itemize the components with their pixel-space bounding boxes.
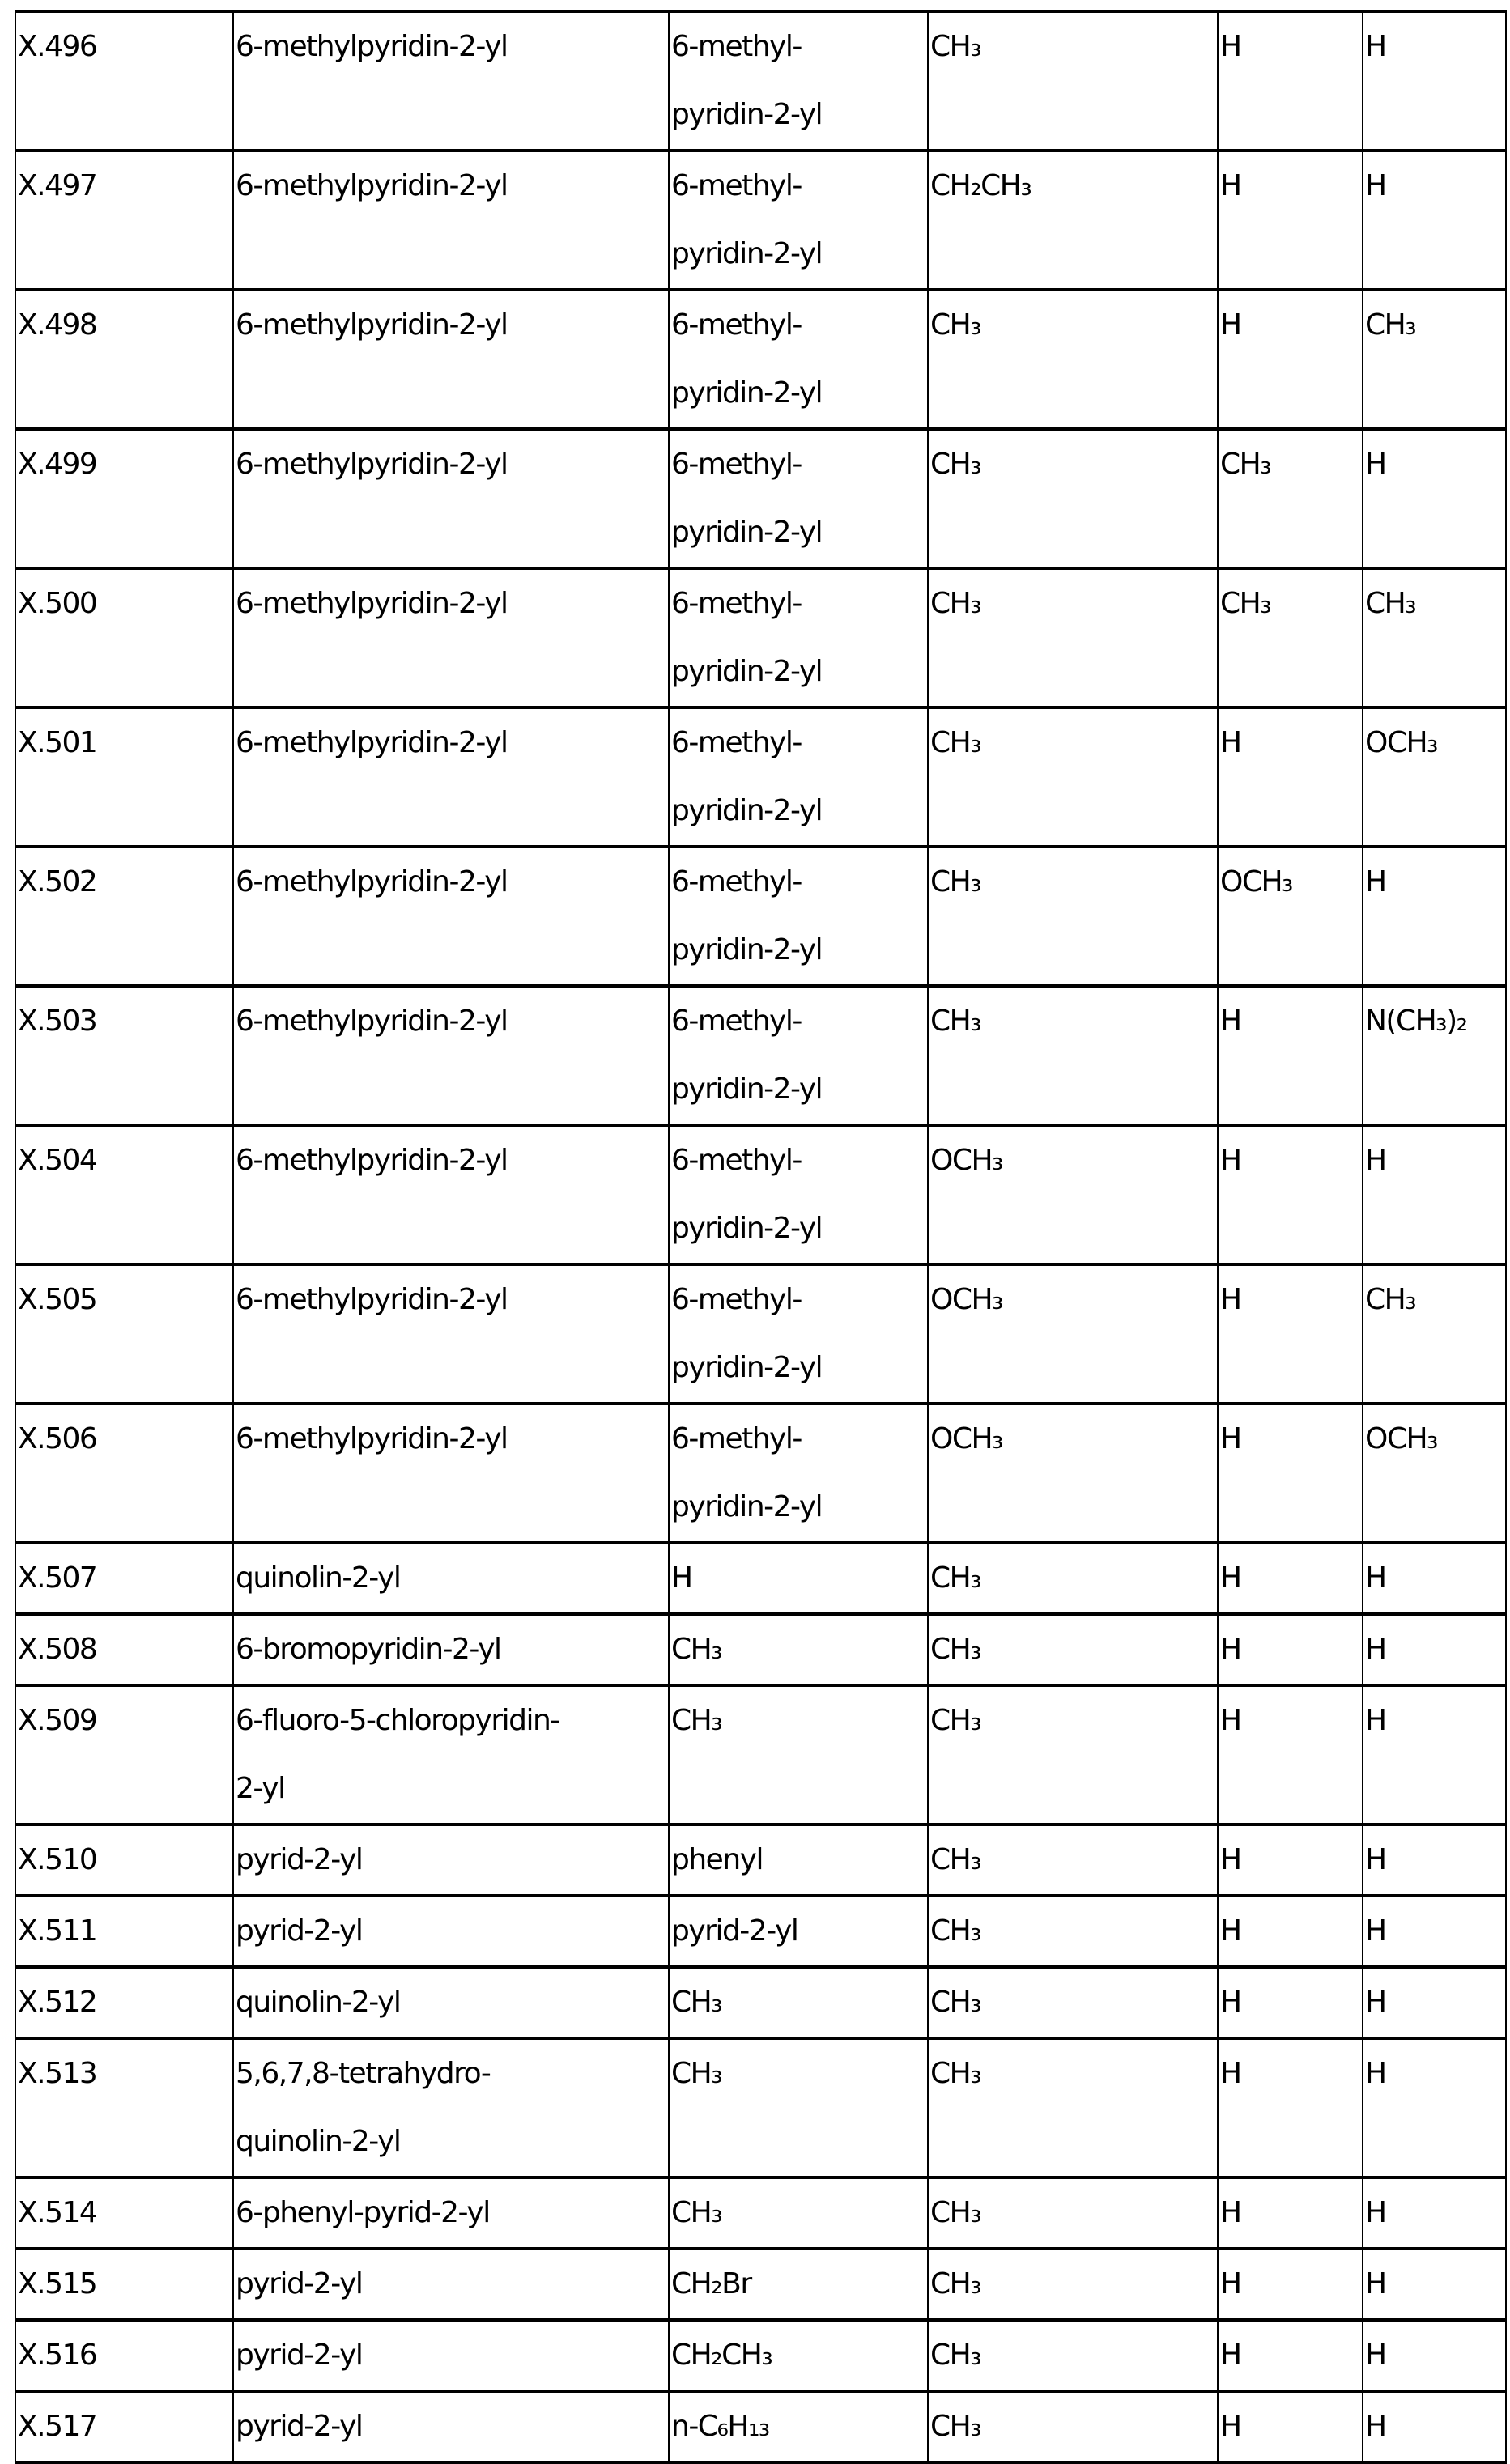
- table-row: [15, 707, 1506, 847]
- substituent-r5-cell: H: [1363, 429, 1506, 568]
- substituent-r2-line: 6-methyl-: [671, 13, 927, 81]
- substituent-r2-cell: [669, 707, 928, 847]
- substituent-r2-cell: [669, 11, 928, 151]
- substituent-r5-cell: CH₃: [1363, 290, 1506, 429]
- substituent-r2-cell: [669, 1264, 928, 1404]
- substituent-r2-cell: [669, 429, 928, 568]
- substituent-r1-line: pyrid-2-yl: [236, 1897, 668, 1965]
- substituent-r2-line: 6-methyl-: [671, 1266, 927, 1334]
- substituent-r3-cell: CH₃: [928, 1967, 1218, 2038]
- substituent-r1-line: 6-methylpyridin-2-yl: [236, 570, 668, 638]
- substituent-r4-cell: H: [1218, 1896, 1363, 1967]
- substituent-r4-cell: H: [1218, 1685, 1363, 1825]
- substituent-r1-cell: [233, 1896, 669, 1967]
- substituent-r3-cell: CH₃: [928, 1543, 1218, 1614]
- substituent-r4-cell: H: [1218, 1125, 1363, 1264]
- substituent-r2-cell: [669, 1825, 928, 1896]
- substituent-r1-cell: [233, 986, 669, 1125]
- substituent-r2-line: pyridin-2-yl: [671, 1056, 927, 1124]
- substituent-r1-cell: [233, 11, 669, 151]
- substituent-r1-line: pyrid-2-yl: [236, 2393, 668, 2461]
- compound-id-cell: X.515: [15, 2249, 233, 2320]
- substituent-r3-cell: CH₃: [928, 11, 1218, 151]
- compound-id-cell: X.511: [15, 1896, 233, 1967]
- substituent-r2-line: pyrid-2-yl: [671, 1897, 927, 1965]
- substituent-r5-cell: H: [1363, 2249, 1506, 2320]
- substituent-r2-line: 6-methyl-: [671, 1405, 927, 1473]
- substituent-r1-line: 5,6,7,8-tetrahydro-: [236, 2040, 668, 2108]
- substituent-r2-line: pyridin-2-yl: [671, 1195, 927, 1263]
- table-row: [15, 847, 1506, 986]
- compound-id-cell: X.496: [15, 11, 233, 151]
- substituent-r3-cell: CH₃: [928, 707, 1218, 847]
- substituent-r2-line: CH₃: [671, 1969, 927, 2037]
- substituent-r2-cell: [669, 1543, 928, 1614]
- table-row: [15, 1896, 1506, 1967]
- substituent-r1-cell: [233, 151, 669, 290]
- substituent-r5-cell: H: [1363, 2391, 1506, 2462]
- compound-id-cell: X.502: [15, 847, 233, 986]
- substituent-r2-line: pyridin-2-yl: [671, 1334, 927, 1402]
- substituent-r1-cell: [233, 429, 669, 568]
- substituent-r2-cell: [669, 847, 928, 986]
- substituent-r2-line: 6-methyl-: [671, 848, 927, 916]
- table-row: [15, 2038, 1506, 2177]
- substituent-r5-cell: OCH₃: [1363, 707, 1506, 847]
- substituent-r1-line: 6-methylpyridin-2-yl: [236, 988, 668, 1056]
- compound-id-cell: X.505: [15, 1264, 233, 1404]
- substituent-r2-cell: [669, 1685, 928, 1825]
- substituent-r2-line: CH₃: [671, 2040, 927, 2108]
- substituent-r1-line: 6-fluoro-5-chloropyridin-: [236, 1687, 668, 1755]
- substituent-r4-cell: H: [1218, 1967, 1363, 2038]
- substituent-r2-line: CH₃: [671, 1616, 927, 1684]
- substituent-r2-line: 6-methyl-: [671, 709, 927, 777]
- substituent-r1-line: 2-yl: [236, 1755, 668, 1823]
- substituent-r1-cell: [233, 1264, 669, 1404]
- substituent-r5-cell: H: [1363, 847, 1506, 986]
- substituent-r4-cell: H: [1218, 986, 1363, 1125]
- substituent-r2-line: 6-methyl-: [671, 988, 927, 1056]
- compound-id-cell: X.509: [15, 1685, 233, 1825]
- substituent-r1-line: 6-methylpyridin-2-yl: [236, 709, 668, 777]
- substituent-r2-cell: [669, 1896, 928, 1967]
- substituent-r4-cell: H: [1218, 1825, 1363, 1896]
- substituent-r5-cell: H: [1363, 1685, 1506, 1825]
- substituent-r1-line: 6-methylpyridin-2-yl: [236, 152, 668, 220]
- substituent-r1-cell: [233, 1125, 669, 1264]
- substituent-r3-cell: OCH₃: [928, 1125, 1218, 1264]
- substituent-r1-line: quinolin-2-yl: [236, 1969, 668, 2037]
- substituent-r1-cell: [233, 1967, 669, 2038]
- substituent-r3-cell: CH₃: [928, 1614, 1218, 1685]
- substituent-r3-cell: CH₃: [928, 1685, 1218, 1825]
- substituent-r1-line: pyrid-2-yl: [236, 1826, 668, 1894]
- substituent-r1-line: pyrid-2-yl: [236, 2250, 668, 2318]
- substituent-r4-cell: H: [1218, 151, 1363, 290]
- table-row: [15, 151, 1506, 290]
- table-row: [15, 1825, 1506, 1896]
- substituent-r3-cell: OCH₃: [928, 1264, 1218, 1404]
- substituent-r1-cell: [233, 2391, 669, 2462]
- substituent-r2-cell: [669, 151, 928, 290]
- table-row: [15, 1685, 1506, 1825]
- substituent-r2-line: pyridin-2-yl: [671, 220, 927, 288]
- substituent-r2-cell: [669, 1967, 928, 2038]
- substituent-r5-cell: N(CH₃)₂: [1363, 986, 1506, 1125]
- substituent-r5-cell: H: [1363, 2177, 1506, 2249]
- substituent-r3-cell: CH₃: [928, 2177, 1218, 2249]
- substituent-r4-cell: H: [1218, 2038, 1363, 2177]
- substituent-r5-cell: H: [1363, 2320, 1506, 2391]
- substituent-r5-cell: H: [1363, 1825, 1506, 1896]
- substituent-r5-cell: CH₃: [1363, 1264, 1506, 1404]
- substituent-r1-cell: [233, 568, 669, 707]
- compound-id-cell: X.512: [15, 1967, 233, 2038]
- substituent-r3-cell: CH₃: [928, 2038, 1218, 2177]
- compound-id-cell: X.503: [15, 986, 233, 1125]
- substituent-r1-cell: [233, 290, 669, 429]
- substituent-r1-line: quinolin-2-yl: [236, 2108, 668, 2176]
- substituent-r2-line: 6-methyl-: [671, 431, 927, 499]
- substituent-r2-cell: [669, 2038, 928, 2177]
- substituent-r1-cell: [233, 2249, 669, 2320]
- substituent-r1-line: 6-methylpyridin-2-yl: [236, 431, 668, 499]
- compound-id-cell: X.499: [15, 429, 233, 568]
- compound-id-cell: X.507: [15, 1543, 233, 1614]
- substituent-r5-cell: H: [1363, 2038, 1506, 2177]
- substituent-r3-cell: CH₃: [928, 1825, 1218, 1896]
- substituent-r4-cell: H: [1218, 11, 1363, 151]
- substituent-r3-cell: CH₃: [928, 568, 1218, 707]
- substituent-r1-cell: [233, 1404, 669, 1543]
- substituent-r4-cell: H: [1218, 2391, 1363, 2462]
- substituent-r5-cell: H: [1363, 151, 1506, 290]
- substituent-r4-cell: CH₃: [1218, 568, 1363, 707]
- substituent-r1-line: 6-phenyl-pyrid-2-yl: [236, 2179, 668, 2247]
- substituent-r5-cell: CH₃: [1363, 568, 1506, 707]
- substituent-r3-cell: CH₃: [928, 847, 1218, 986]
- table-row: [15, 2391, 1506, 2462]
- substituent-r2-line: pyridin-2-yl: [671, 359, 927, 427]
- substituent-r3-cell: OCH₃: [928, 1404, 1218, 1543]
- substituent-r5-cell: H: [1363, 1614, 1506, 1685]
- substituent-r2-cell: [669, 568, 928, 707]
- substituent-r1-cell: [233, 707, 669, 847]
- substituent-r2-cell: [669, 1614, 928, 1685]
- substituent-r1-cell: [233, 1543, 669, 1614]
- substituent-r4-cell: H: [1218, 1404, 1363, 1543]
- substituent-r5-cell: H: [1363, 11, 1506, 151]
- substituent-r2-line: 6-methyl-: [671, 152, 927, 220]
- compound-id-cell: X.510: [15, 1825, 233, 1896]
- substituent-r2-line: pyridin-2-yl: [671, 777, 927, 845]
- substituent-r5-cell: H: [1363, 1125, 1506, 1264]
- table-row: [15, 986, 1506, 1125]
- substituent-r2-line: CH₃: [671, 1687, 927, 1755]
- substituent-r2-line: CH₂Br: [671, 2250, 927, 2318]
- compound-id-cell: X.500: [15, 568, 233, 707]
- substituent-r2-line: CH₂CH₃: [671, 2322, 927, 2390]
- compound-id-cell: X.501: [15, 707, 233, 847]
- substituent-r1-line: 6-methylpyridin-2-yl: [236, 1405, 668, 1473]
- substituent-r2-cell: [669, 986, 928, 1125]
- substituent-r4-cell: CH₃: [1218, 429, 1363, 568]
- substituent-r4-cell: H: [1218, 2177, 1363, 2249]
- substituent-r2-line: CH₃: [671, 2179, 927, 2247]
- substituent-r2-line: 6-methyl-: [671, 291, 927, 359]
- substituent-r2-line: n-C₆H₁₃: [671, 2393, 927, 2461]
- compound-id-cell: X.508: [15, 1614, 233, 1685]
- table-row: [15, 290, 1506, 429]
- substituent-r4-cell: H: [1218, 1264, 1363, 1404]
- substituent-r1-line: 6-bromopyridin-2-yl: [236, 1616, 668, 1684]
- substituent-r1-line: quinolin-2-yl: [236, 1544, 668, 1612]
- substituent-r5-cell: H: [1363, 1543, 1506, 1614]
- substituent-r4-cell: H: [1218, 1614, 1363, 1685]
- compound-id-cell: X.516: [15, 2320, 233, 2391]
- substituent-r3-cell: CH₃: [928, 290, 1218, 429]
- substituent-r4-cell: H: [1218, 1543, 1363, 1614]
- substituent-r2-cell: [669, 2391, 928, 2462]
- compound-table-body: [15, 11, 1506, 2462]
- table-row: [15, 1614, 1506, 1685]
- substituent-r2-cell: [669, 2249, 928, 2320]
- substituent-r3-cell: CH₃: [928, 986, 1218, 1125]
- substituent-r1-cell: [233, 1614, 669, 1685]
- compound-table: [15, 10, 1507, 2464]
- substituent-r4-cell: OCH₃: [1218, 847, 1363, 986]
- table-row: [15, 1967, 1506, 2038]
- substituent-r3-cell: CH₃: [928, 2391, 1218, 2462]
- table-row: [15, 2320, 1506, 2391]
- table-row: [15, 1264, 1506, 1404]
- substituent-r2-line: pyridin-2-yl: [671, 1473, 927, 1541]
- substituent-r1-cell: [233, 2320, 669, 2391]
- substituent-r1-cell: [233, 1685, 669, 1825]
- table-row: [15, 1125, 1506, 1264]
- substituent-r1-line: 6-methylpyridin-2-yl: [236, 848, 668, 916]
- table-row: [15, 568, 1506, 707]
- substituent-r1-line: 6-methylpyridin-2-yl: [236, 1127, 668, 1195]
- table-row: [15, 2177, 1506, 2249]
- compound-id-cell: X.514: [15, 2177, 233, 2249]
- substituent-r4-cell: H: [1218, 707, 1363, 847]
- substituent-r2-line: 6-methyl-: [671, 570, 927, 638]
- substituent-r1-line: 6-methylpyridin-2-yl: [236, 1266, 668, 1334]
- compound-id-cell: X.513: [15, 2038, 233, 2177]
- substituent-r2-line: pyridin-2-yl: [671, 499, 927, 567]
- substituent-r2-cell: [669, 2320, 928, 2391]
- substituent-r4-cell: H: [1218, 2320, 1363, 2391]
- compound-id-cell: X.498: [15, 290, 233, 429]
- table-row: [15, 2249, 1506, 2320]
- substituent-r2-line: 6-methyl-: [671, 1127, 927, 1195]
- substituent-r2-line: pyridin-2-yl: [671, 81, 927, 149]
- substituent-r1-line: 6-methylpyridin-2-yl: [236, 13, 668, 81]
- substituent-r4-cell: H: [1218, 2249, 1363, 2320]
- substituent-r5-cell: OCH₃: [1363, 1404, 1506, 1543]
- substituent-r3-cell: CH₃: [928, 1896, 1218, 1967]
- substituent-r1-cell: [233, 1825, 669, 1896]
- substituent-r1-cell: [233, 2177, 669, 2249]
- table-row: [15, 429, 1506, 568]
- compound-id-cell: X.506: [15, 1404, 233, 1543]
- substituent-r2-line: phenyl: [671, 1826, 927, 1894]
- substituent-r2-cell: [669, 1125, 928, 1264]
- substituent-r5-cell: H: [1363, 1967, 1506, 2038]
- substituent-r1-line: 6-methylpyridin-2-yl: [236, 291, 668, 359]
- substituent-r2-line: H: [671, 1544, 927, 1612]
- substituent-r2-line: pyridin-2-yl: [671, 638, 927, 706]
- substituent-r1-line: pyrid-2-yl: [236, 2322, 668, 2390]
- table-row: [15, 1543, 1506, 1614]
- substituent-r3-cell: CH₂CH₃: [928, 151, 1218, 290]
- substituent-r1-cell: [233, 2038, 669, 2177]
- compound-id-cell: X.497: [15, 151, 233, 290]
- table-row: [15, 11, 1506, 151]
- compound-id-cell: X.504: [15, 1125, 233, 1264]
- substituent-r3-cell: CH₃: [928, 2249, 1218, 2320]
- substituent-r2-line: pyridin-2-yl: [671, 916, 927, 984]
- table-row: [15, 1404, 1506, 1543]
- substituent-r2-cell: [669, 1404, 928, 1543]
- substituent-r3-cell: CH₃: [928, 2320, 1218, 2391]
- substituent-r2-cell: [669, 2177, 928, 2249]
- substituent-r4-cell: H: [1218, 290, 1363, 429]
- substituent-r3-cell: CH₃: [928, 429, 1218, 568]
- substituent-r1-cell: [233, 847, 669, 986]
- substituent-r2-cell: [669, 290, 928, 429]
- substituent-r5-cell: H: [1363, 1896, 1506, 1967]
- compound-id-cell: X.517: [15, 2391, 233, 2462]
